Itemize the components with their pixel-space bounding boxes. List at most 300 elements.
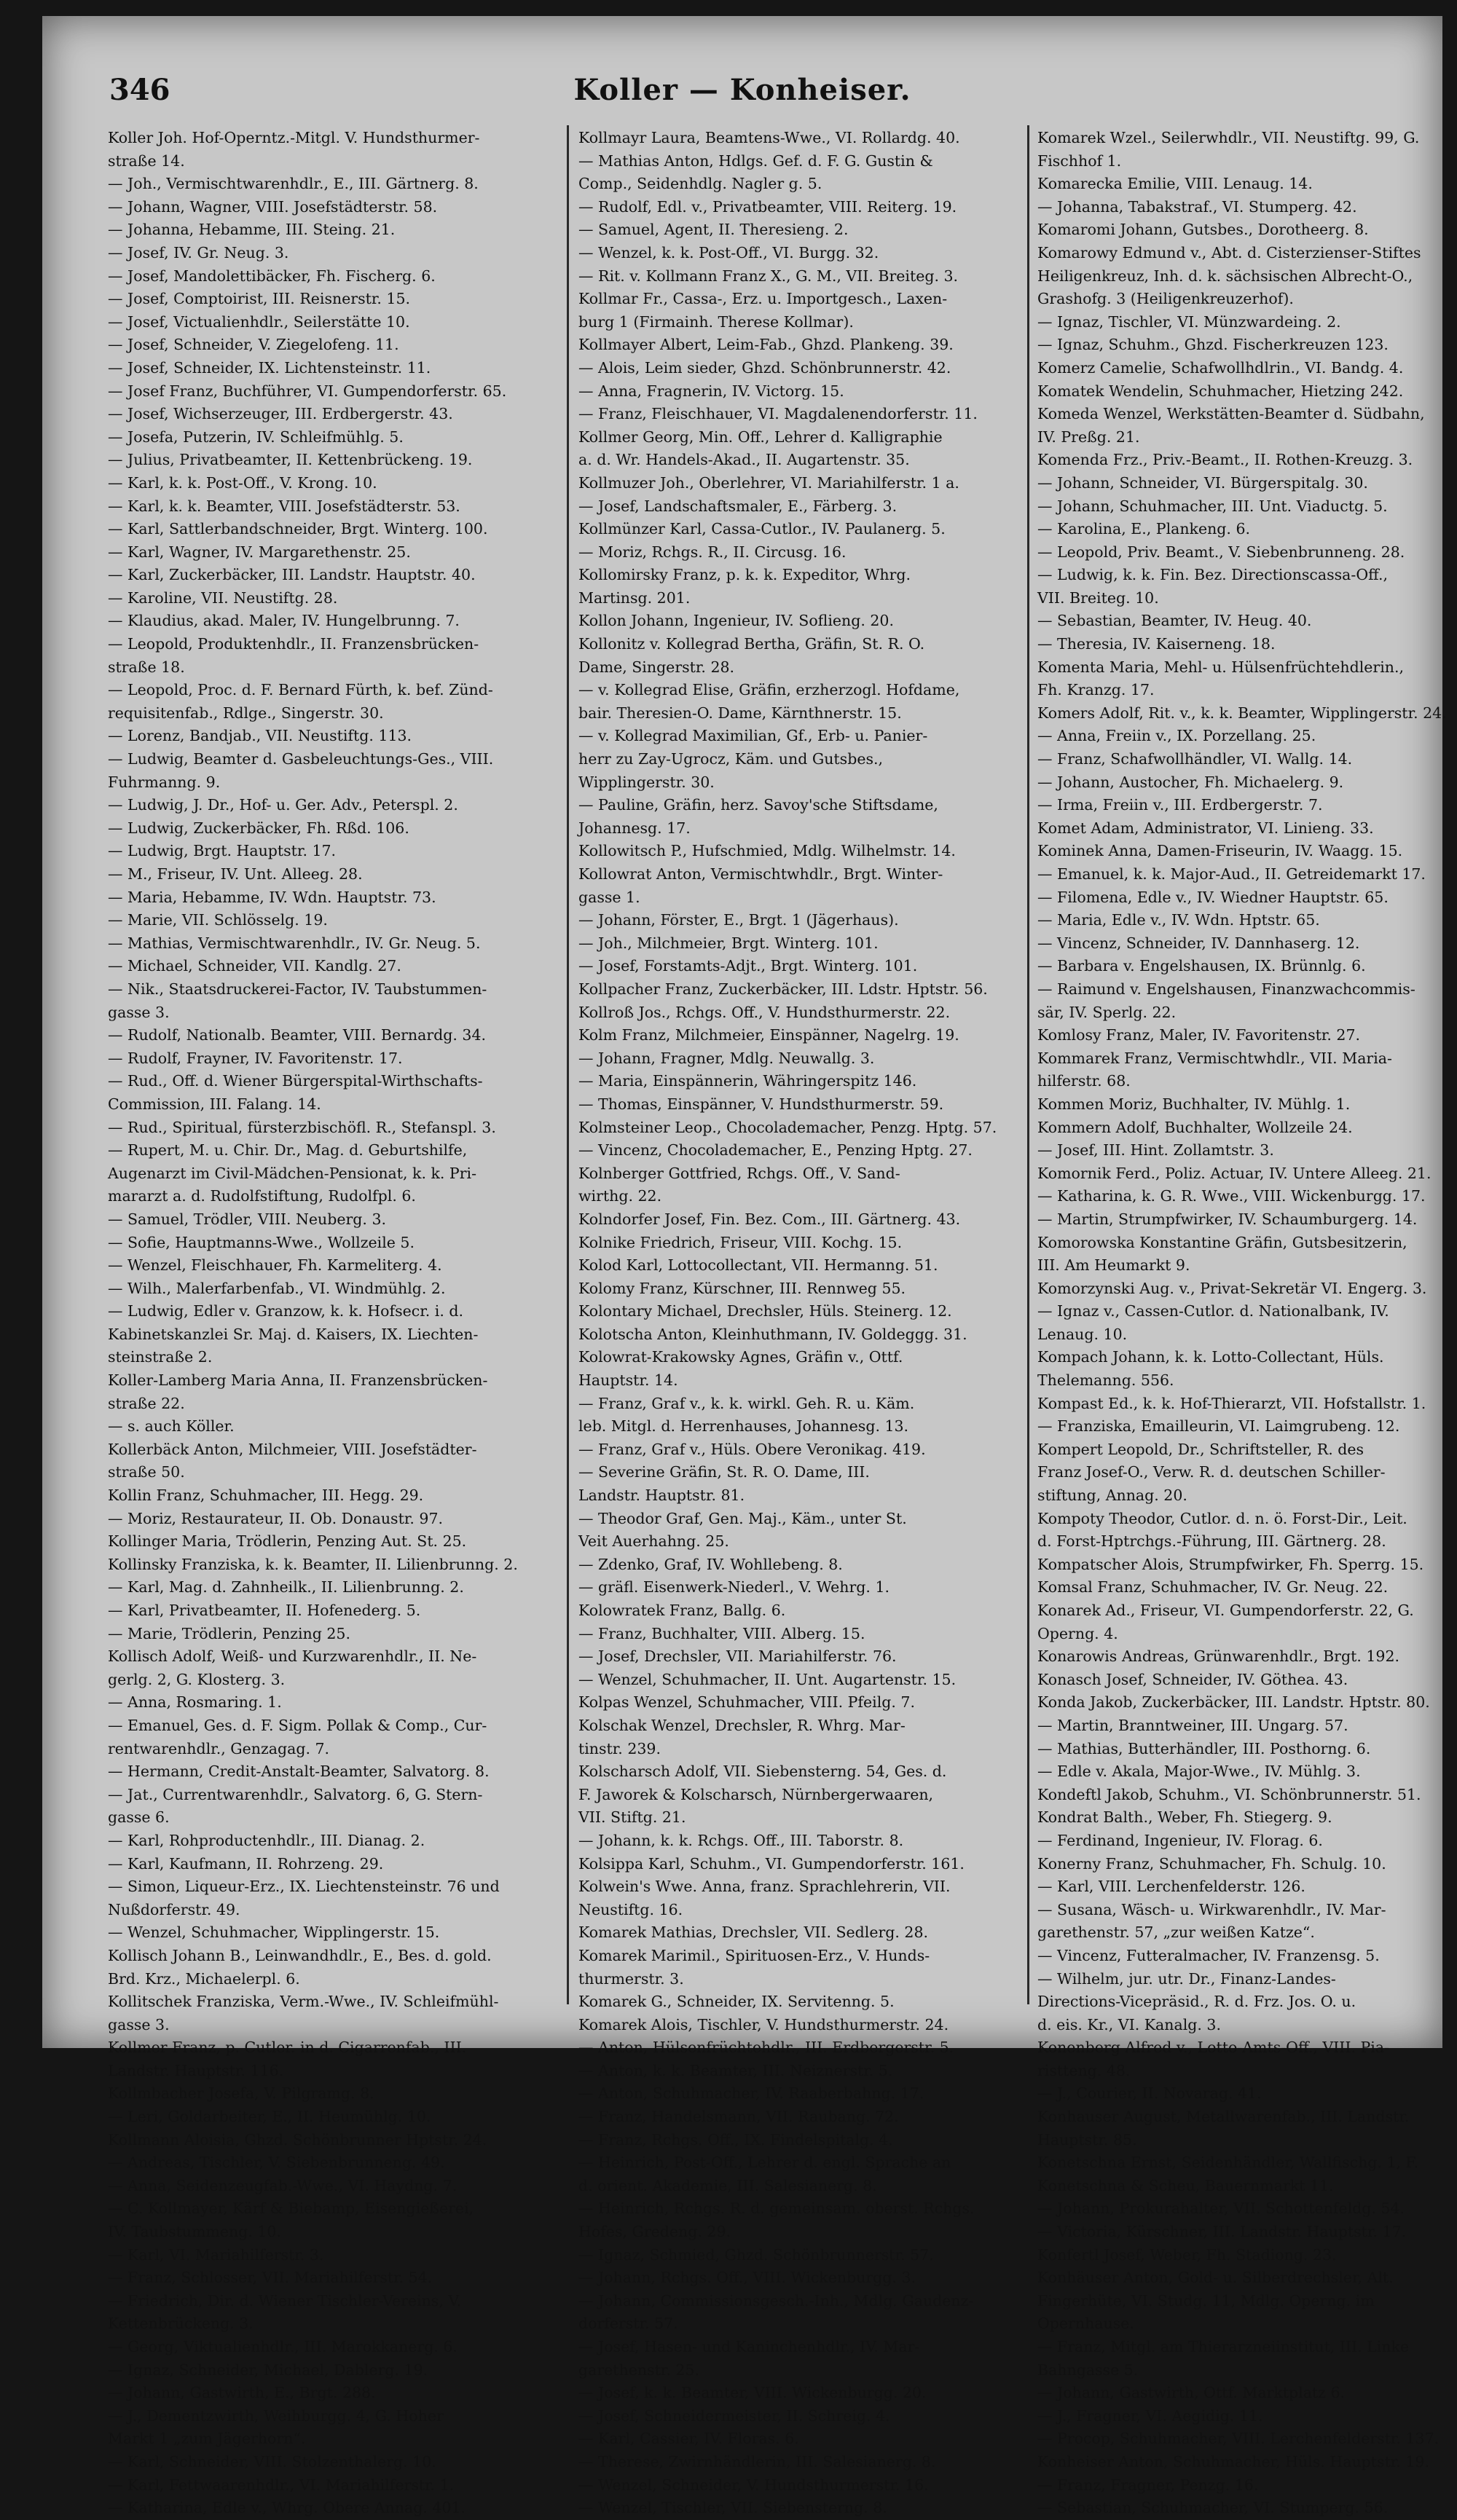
directory-entry-line: — Vincenz, Schneider, IV. Dannhaserg. 12. [1037,934,1360,952]
directory-entry-line: — Wenzel, Schneider, V. Hundsthurmerstr. 16. [578,2476,929,2494]
directory-entry-line: Fh. Kranzg. 17. [1037,681,1155,699]
directory-entry-line: — Josefa, Putzerin, IV. Schleifmühlg. 5. [108,428,404,446]
directory-entry-line: Komet Adam, Administrator, VI. Linieng. 33. [1037,819,1374,837]
directory-entry-line: — Procop, Schuhmacher, VIII. Lerchenfelderstr. 137. [1037,2430,1440,2448]
directory-entry-line: — Franziska, Emailleurin, VI. Laimgrubeng. 12. [1037,1417,1400,1436]
directory-entry-line: — Leopold, Priv. Beamt., V. Siebenbrunneng. 28. [1037,543,1405,561]
directory-entry-line: — Anna, Seidenzeugfab.-Wwe., VI. Haydng. 7. [108,2176,457,2194]
directory-entry-line: Kompach Johann, k. k. Lotto-Collectant, Hüls. [1037,1348,1384,1366]
directory-entry-line: Kollitschek Franziska, Verm.-Wwe., IV. Schleifmühl- [108,1993,499,2011]
directory-entry-line: d. orient. Akademie, III. Salesianerg. 8. [578,2176,877,2194]
directory-entry-line: Kommen Moriz, Buchhalter, IV. Mühlg. 1. [1037,1095,1351,1113]
directory-entry-line: Komarek Alois, Tischler, V. Hundsthurmerstr. 24. [578,2015,949,2033]
directory-entry-line: Kollon Johann, Ingenieur, IV. Soflieng. 20. [578,612,894,630]
directory-entry-line: — Mathias Anton, Hdlgs. Gef. d. F. G. Gustin & [578,151,933,170]
directory-entry-line: — Johann, Schuhmacher, III. Unt. Viaductg. 5. [1037,497,1388,515]
directory-entry-line: Lenaug. 10. [1037,1325,1128,1343]
directory-entry-line: Martinsg. 201. [578,588,691,607]
directory-entry-line: — Vincenz, Chocolademacher, E., Penzing Hptg. 27. [578,1141,973,1159]
directory-entry-line: garethenstr. 25. [578,2360,699,2379]
directory-entry-line: Kompert Leopold, Dr., Schriftsteller, R. des [1037,1440,1364,1458]
directory-entry-line: — Ferdinand, Ingenieur, IV. Florag. 6. [1037,1831,1323,1849]
directory-entry-line: Konda Jakob, Zuckerbäcker, III. Landstr. Hptstr. 80. [1037,1693,1430,1712]
directory-entry-line: Fuhrmanng. 9. [108,773,221,791]
directory-entry-line: Landstr. Hauptstr. 116. [108,2061,284,2079]
directory-entry-line: hilferstr. 68. [1037,1072,1131,1090]
directory-entry-line: Kompoty Theodor, Cutlor. d. n. ö. Forst-Dir., Leit. [1037,1509,1407,1527]
directory-entry-line: steinstraße 2. [108,1348,213,1366]
directory-entry-line: Fischhof 1. [1037,151,1122,170]
directory-entry-line: — Katharina, k. G. R. Wwe., VIII. Wickenburgg. 17. [1037,1187,1426,1205]
directory-entry-line: — Josef, Forstamts-Adjt., Brgt. Winterg. 101. [578,957,918,975]
directory-entry-line: — Johann, Förster, E., Brgt. 1 (Jägerhaus). [578,911,899,929]
directory-entry-line: — Karl, Rohproductenhdlr., III. Dianag. 2. [108,1831,425,1849]
directory-entry-line: — J., Dementzwirth, Weihburgg. 4, G. Hoher [108,2406,444,2425]
directory-entry-line: Kollroß Jos., Rchgs. Off., V. Hundsthurmerstr. 22. [578,1003,951,1021]
directory-entry-line: — Anna, Rosmaring. 1. [108,1693,282,1712]
directory-entry-line: — Johann, Rchgs. Off., VIII. Wickenburgg. 3. [578,2269,916,2287]
directory-entry-line: Kolotscha Anton, Kleinhuthmann, IV. Goldeggg. 31. [578,1325,967,1343]
directory-entry-line: — Therese, Zwirnhändlerin, III. Salesianerg. 8. [578,2452,936,2470]
directory-entry-line: — Franz, Buchhalter, VIII. Alberg. 15. [578,1624,865,1642]
directory-entry-line: Hauptstr. 85. [1037,2130,1137,2149]
directory-entry-line: — Vincenz, Futteralmacher, IV. Franzensg. 5. [1037,1946,1380,1964]
directory-entry-line: Konarek Ad., Friseur, VI. Gumpendorferstr. 22, G. [1037,1602,1414,1619]
directory-entry-line: — Wenzel, Schuhmacher, II. Unt. Augartenstr. 15. [578,1670,957,1688]
directory-entry-line: Kollmuzer Joh., Oberlehrer, VI. Mariahilferstr. 1 a. [578,473,959,492]
directory-entry-line: — Ludwig, J. Dr., Hof- u. Ger. Adv., Peterspl. 2. [108,796,458,814]
directory-column-middle [578,127,1021,2520]
directory-entry-line: — Franz, Handelsmann, VII. Raubang. 72. [578,2108,899,2126]
directory-entry-line: — Ludwig, k. k. Fin. Bez. Directionscassa-Off., [1037,566,1388,584]
directory-entry-line: Kompatscher Alois, Strumpfwirker, Fh. Sperrg. 15. [1037,1555,1424,1573]
directory-entry-line: — Marie, VII. Schlösselg. 19. [108,911,328,929]
directory-entry-line: Nußdorferstr. 49. [108,1900,240,1918]
directory-entry-line: gasse 3. [108,1003,170,1021]
directory-entry-line: Kompast Ed., k. k. Hof-Thierarzt, VII. Hofstallstr. 1. [1037,1394,1426,1412]
directory-entry-line: Wipplingerstr. 30. [578,773,715,791]
directory-column-right [1037,127,1447,2520]
directory-entry-line: — Franz, Mitgl. am Thierarzneiinstitut, III. Linke [1037,2338,1410,2355]
directory-entry-line: dorferstr. 57. [578,2315,678,2333]
directory-entry-line: — Wenzel, Schuhmacher, Wipplingerstr. 15. [108,1924,440,1942]
directory-entry-line: — Ignaz v., Cassen-Cutlor. d. Nationalbank, IV. [1037,1302,1389,1320]
directory-entry-line: Kabinetskanzlei Sr. Maj. d. Kaisers, IX. Liechten- [108,1325,479,1343]
directory-entry-line: — Joh., Milchmeier, Brgt. Winterg. 101. [578,934,879,952]
directory-entry-line: Kollisch Adolf, Weiß- und Kurzwarenhdlr., II. Ne- [108,1647,477,1666]
directory-entry-line: — Leopold, Proc. d. F. Bernard Fürth, k. bef. Zünd- [108,681,493,699]
directory-entry-line: — Simon, Liqueur-Erz., IX. Liechtensteinstr. 76 und [108,1878,500,1896]
directory-entry-line: — Maria, Einspännerin, Währingerspitz 146. [578,1072,917,1090]
directory-entry-line: — Karl, Mag. d. Zahnheilk., II. Lilienbrunng. 2. [108,1578,464,1596]
directory-entry-line: Kollmer Georg, Min. Off., Lehrer d. Kalligraphie [578,428,943,446]
directory-entry-line: — Lorenz, Bandjab., VII. Neustiftg. 113. [108,727,412,745]
directory-entry-line: Konetschna Ernst, Seidenhändler, Wallfischg. 1, F. [1037,2154,1419,2172]
directory-entry-line: — Wenzel, k. k. Post-Off., VI. Burgg. 32. [578,243,879,261]
directory-entry-line: Comp., Seidenhdlg. Nagler g. 5. [578,175,822,193]
directory-entry-line: Kolowratek Franz, Ballg. 6. [578,1602,786,1619]
directory-entry-line: Kolm Franz, Milchmeier, Einspänner, Nagelrg. 19. [578,1026,959,1044]
directory-entry-line: mararzt a. d. Rudolfstiftung, Rudolfpl. 6. [108,1187,416,1205]
directory-entry-line: Kollerbäck Anton, Milchmeier, VIII. Josefstädter- [108,1440,477,1458]
directory-entry-line: — Pauline, Gräfin, herz. Savoy'sche Stiftsdame, [578,796,938,814]
directory-entry-line: Komers Adolf, Rit. v., k. k. Beamter, Wipplingerstr. 24. [1037,704,1447,722]
directory-entry-line: Komenda Frz., Priv.-Beamt., II. Rothen-Kreuzg. 3. [1037,451,1413,469]
directory-entry-line: — Franz, Graf v., Hüls. Obere Veronikag. 419. [578,1440,926,1458]
directory-entry-line: — Heinrich, Post-Off., Lehrer d. engl. Sprache an [578,2154,951,2172]
directory-entry-line: — Nik., Staatsdruckerei-Factor, IV. Taubstummen- [108,980,487,998]
directory-entry-line: d. eis. Kr., VI. Kanalg. 3. [1037,2015,1221,2033]
directory-entry-line: bair. Theresien-O. Dame, Kärnthnerstr. 15. [578,704,902,722]
directory-entry-line: Veit Auerhahng. 25. [578,1532,729,1551]
directory-entry-line: Operng. 4. [1037,1624,1118,1642]
directory-entry-line: Komlosy Franz, Maler, IV. Favoritenstr. 27. [1037,1026,1361,1044]
directory-entry-line: ristteng. 48. [1037,2061,1131,2079]
directory-entry-line: — Johann, Austocher, Fh. Michaelerg. 9. [1037,773,1344,791]
directory-entry-line: — Johanna, Hebamme, III. Steing. 21. [108,221,396,239]
directory-entry-line: — Ignaz, Schneider, Michael, Dablerg. 19. [108,2360,428,2379]
directory-entry-line: Kommern Adolf, Buchhalter, Wollzeile 24. [1037,1118,1353,1136]
directory-entry-line: — Johann, Wagner, VIII. Josefstädterstr. 58. [108,197,438,216]
directory-entry-line: — Marie, Trödlerin, Penzing 25. [108,1624,350,1642]
directory-entry-line: Konerny Franz, Schuhmacher, Fh. Schulg. 10. [1037,1854,1386,1873]
directory-entry-line: IV. Taubstummeng. 10. [108,2223,281,2241]
directory-entry-line: — Ludwig, Brgt. Hauptstr. 17. [108,842,337,860]
directory-entry-line: — Heinrich, Rchgs. R. d. gemeinsam. oberst. Rchgs. [578,2200,975,2218]
directory-entry-line: thurmerstr. 3. [578,1969,684,1988]
directory-entry-line: — Rud., Spiritual, fürsterzbischöfl. R., Stefanspl. 3. [108,1118,496,1136]
directory-entry-line: Johannesg. 17. [578,819,691,837]
directory-entry-line: — Wilh., Malerfarbenfab., VI. Windmühlg. 2. [108,1279,446,1297]
directory-entry-line: — Moriz, Restaurateur, II. Ob. Donaustr. 97. [108,1509,443,1527]
directory-entry-line: — Raimund v. Engelshausen, Finanzwachcommis- [1037,980,1415,998]
directory-entry-line: Kolod Karl, Lottocollectant, VII. Hermanng. 51. [578,1256,938,1275]
directory-page [42,16,1447,2517]
directory-entry-line: tinstr. 239. [578,1739,661,1757]
directory-entry-line: — Anton, Hülsenfrüchtehdlr., III. Erdbergerstr. 5. [578,2039,954,2057]
directory-entry-line: — Zdenko, Graf, IV. Wohllebeng. 8. [578,1555,843,1573]
directory-entry-line: — Ignaz, Schuhm., Ghzd. Fischerkreuzen 123. [1037,336,1389,354]
directory-entry-line: — Karl, Kaufmann, II. Rohrzeng. 29. [108,1854,384,1873]
directory-entry-line: Bahngasse 5. [1037,2360,1139,2379]
directory-entry-line: straße 50. [108,1463,185,1481]
directory-entry-line: Directions-Vicepräsid., R. d. Frz. Jos. O. u. [1037,1993,1356,2011]
directory-entry-line: Hofes, Gredeng. 29. [578,2223,731,2241]
directory-entry-line: leb. Mitgl. d. Herrenhauses, Johannesg. 13. [578,1417,909,1436]
directory-entry-line: Dame, Singerstr. 28. [578,658,735,676]
directory-entry-line: IV. Preßg. 21. [1037,428,1140,446]
directory-entry-line: a. d. Wr. Handels-Akad., II. Augartenstr. 35. [578,451,910,469]
directory-entry-line: Komarecka Emilie, VIII. Lenaug. 14. [1037,175,1313,193]
directory-entry-line: — Josef, Hasen- und Kaninchenhdlr., IV. Mar- [578,2338,920,2355]
directory-entry-line: Kolscharsch Adolf, VII. Siebensterng. 54, Ges. d. [578,1763,947,1781]
directory-entry-line: Konasch Josef, Schneider, IV. Göthea. 43. [1037,1670,1348,1688]
directory-entry-line: — Maria, Edle v., IV. Wdn. Hptstr. 65. [1037,911,1320,929]
directory-entry-line: Fingerhüte, VI. Studg. 11, Mdlg. Operng. im [1037,2291,1375,2310]
directory-entry-line: Komeda Wenzel, Werkstätten-Beamter d. Südbahn, [1037,405,1425,423]
directory-entry-line: — Karl, Cassier, IV. Floras. 6. [578,2430,799,2448]
directory-entry-line: — Franz, Fragner, Penzg. 16. [1037,2476,1259,2494]
directory-entry-line: Kollowitsch P., Hufschmied, Mdlg. Wilhelmstr. 14. [578,842,956,860]
directory-entry-line: F. Jaworek & Kolscharsch, Nürnbergerwaaren, [578,1785,934,1803]
directory-entry-line: — Josef, III. Hint. Zollamtstr. 3. [1037,1141,1274,1159]
directory-entry-line: — Karl, VIII. Lerchenfelderstr. 126. [1037,1878,1305,1896]
directory-entry-line: Kolnberger Gottfried, Rchgs. Off., V. Sand- [578,1164,900,1182]
directory-entry-line: VII. Breiteg. 10. [1037,588,1159,607]
directory-entry-line: — Karl, Privatbeamter, II. Hofenederg. 5. [108,1602,421,1619]
directory-entry-line: — Samuel, Agent, II. Theresieng. 2. [578,221,849,239]
directory-entry-line: — Josef, Schneidermeister, II. Schreig. 4. [578,2406,890,2425]
directory-entry-line: gasse 1. [578,888,640,906]
directory-entry-line: Kollpacher Franz, Zuckerbäcker, III. Ldstr. Hptstr. 56. [578,980,988,998]
directory-entry-line: garethenstr. 57, „zur weißen Katze“. [1037,1924,1315,1942]
directory-entry-line: — Georg, Viktualienhdlr., III. Marokkanerg. 6. [108,2338,457,2355]
directory-entry-line: Kolowrat-Krakowsky Agnes, Gräfin v., Ottf. [578,1348,903,1366]
directory-entry-line: — J., Fragner, VI. Aegidig. 11. [1037,2406,1263,2425]
directory-entry-line: Kondrat Balth., Weber, Fh. Stiegerg. 9. [1037,1808,1332,1827]
directory-entry-line: Kolndorfer Josef, Fin. Bez. Com., III. Gärtnerg. 43. [578,1210,961,1228]
directory-entry-line: — Josef, k. k. Beamter, VIII. Wickenburgg. 20. [578,2384,927,2402]
directory-entry-line: — Franz, Schlosser, VII. Mariahilferstr. 54. [108,2269,433,2287]
directory-entry-line: — Sebastian, Schuhmacher, VI. Stumperg. 56. [1037,2499,1389,2517]
directory-entry-line: — Rud., Off. d. Wiener Bürgerspital-Wirthschafts- [108,1072,483,1090]
directory-entry-line: Komarowy Edmund v., Abt. d. Cisterzienser-Stiftes [1037,243,1421,261]
directory-entry-line: rentwarenhdlr., Genzagag. 7. [108,1739,330,1757]
directory-entry-line: Brd. Krz., Michaelerpl. 6. [108,1969,300,1988]
directory-entry-line: gasse 6. [108,1808,170,1827]
directory-entry-line: — Ignaz, Tischler, VI. Münzwardeing. 2. [1037,312,1341,331]
directory-entry-line: — Sebastian, Beamter, IV. Heug. 40. [1037,612,1312,630]
directory-entry-line: stiftung, Annag. 20. [1037,1487,1187,1505]
directory-entry-line: — Johann, k. k. Rchgs. Off., III. Taborstr. 8. [578,1831,904,1849]
directory-entry-line: — Karl, Sattlerbandschneider, Brgt. Winterg. 100. [108,520,488,538]
directory-entry-line: — Josef, Wichserzeuger, III. Erdbergerstr. 43. [108,405,453,423]
directory-entry-line: — Anna, Freiin v., IX. Porzellang. 25. [1037,727,1316,745]
directory-entry-line: Kolschak Wenzel, Drechsler, R. Whrg. Mar- [578,1716,906,1734]
directory-entry-line: Commission, III. Falang. 14. [108,1095,321,1113]
directory-entry-line: sär, IV. Sperlg. 22. [1037,1003,1177,1021]
directory-entry-line: — Severine Gräfin, St. R. O. Dame, III. [578,1463,870,1481]
directory-entry-line: requisitenfab., Rdlge., Singerstr. 30. [108,704,384,722]
running-head: Koller — Konheiser. [573,73,911,107]
directory-entry-line: Koller-Lamberg Maria Anna, II. Franzensbrücken- [108,1371,488,1390]
directory-entry-line: — Johanna, Tabakstraf., VI. Stumperg. 42. [1037,197,1357,216]
directory-entry-line: — Josef, Schneider, V. Ziegelofeng. 11. [108,336,399,354]
directory-entry-line: — Karoline, VII. Neustiftg. 28. [108,588,338,607]
directory-entry-line: Neustiftg. 16. [578,1900,683,1918]
column-divider-left [567,125,569,2004]
directory-entry-line: — Alois, Leim sieder, Ghzd. Schönbrunnerstr. 42. [578,358,951,377]
directory-entry-line: — Karl, k. k. Post-Off., V. Krong. 10. [108,473,377,492]
directory-entry-line: Kollmann Aloisia, Ghzd. Schönbrunner Hptstr. 24. [108,2130,487,2149]
directory-entry-line: Heiligenkreuz, Inh. d. k. sächsischen Albrecht-O., [1037,267,1413,285]
directory-entry-line: — Josef, Drechsler, VII. Mariahilferstr. 76. [578,1647,897,1666]
directory-entry-line: — Johann, Prokurahalter, VII. Schottenfeldg. 54. [1037,2200,1405,2218]
directory-entry-line: — Rupert, M. u. Chir. Dr., Mag. d. Geburtshilfe, [108,1141,468,1159]
directory-entry-line: Komerz Camelie, Schafwollhdlrin., VI. Bandg. 4. [1037,358,1404,377]
directory-entry-line: Konheiser Anton, Schuhmacher, Hüls. Hauptstr. 19. [1037,2452,1429,2470]
directory-entry-line: — Hermann, Credit-Anstalt-Beamter, Salvatorg. 8. [108,1763,490,1781]
directory-entry-line: — Emanuel, Ges. d. F. Sigm. Pollak & Comp., Cur- [108,1716,487,1734]
directory-entry-line: — Josef, Victualienhdlr., Seilerstätte 10. [108,312,410,331]
directory-entry-line: — Martin, Strumpfwirker, IV. Schaumburgerg. 14. [1037,1210,1418,1228]
directory-entry-line: gasse 3. [108,2015,170,2033]
directory-entry-line: Kollonitz v. Kollegrad Bertha, Gräfin, St. R. O. [578,635,925,653]
directory-entry-line: — Andreas, Tischler, V. Siebenbrunneng. 49. [108,2154,445,2172]
directory-entry-line: Komorowska Konstantine Gräfin, Gutsbesitzerin, [1037,1233,1407,1251]
directory-entry-line: Markt 1 „zum Jägerhorn“. [108,2430,306,2448]
directory-entry-line: — Anton, Schuhmacher, IV. Raaberbahng. 17. [578,2084,924,2103]
directory-entry-line: — Edle v. Akala, Major-Wwe., IV. Mühlg. 3. [1037,1763,1361,1781]
directory-entry-line: — Franz, Graf v., k. k. wirkl. Geh. R. u. Käm. [578,1394,915,1412]
directory-entry-line: — Samuel, Trödler, VIII. Neuberg. 3. [108,1210,387,1228]
directory-entry-line: — Friedrich, Dir. d. Wiener Tischler-Vereins, V. [108,2291,462,2310]
directory-entry-line: — Theresia, IV. Kaiserneng. 18. [1037,635,1276,653]
directory-entry-line: Komarek Wzel., Seilerwhdlr., VII. Neustiftg. 99, G. [1037,129,1420,146]
directory-entry-line: Hauptstr. 14. [578,1371,678,1390]
directory-entry-line: — Theodor Graf, Gen. Maj., Käm., unter St. [578,1509,907,1527]
directory-entry-line: Kollin Franz, Schuhmacher, III. Hegg. 29. [108,1487,424,1505]
directory-entry-line: d. Forst-Hptrchgs.-Führung, III. Gärtnerg. 28. [1037,1532,1386,1551]
directory-entry-line: — Michael, Schneider, VII. Kandlg. 27. [108,957,401,975]
directory-entry-line: Komarek G., Schneider, IX. Servitenng. 5. [578,1993,895,2011]
directory-entry-line: Franz Josef-O., Verw. R. d. deutschen Schiller- [1037,1463,1386,1481]
directory-entry-line: — Leopold, Produktenhdlr., II. Franzensbrücken- [108,635,479,653]
column-divider-right [1027,125,1029,2004]
directory-entry-line: — Rit. v. Kollmann Franz X., G. M., VII. Breiteg. 3. [578,267,959,285]
directory-entry-line: — Ludwig, Edler v. Granzow, k. k. Hofsecr. i. d. [108,1302,464,1320]
directory-entry-line: Landstr. Hauptstr. 81. [578,1487,745,1505]
directory-entry-line: — Wenzel, Tischler, VII. Siebensterng. 8. [578,2499,887,2517]
directory-entry-line: — Franz, Fleischhauer, VI. Magdalenendorferstr. 11. [578,405,978,423]
directory-entry-line: — C. Kollmayer, Kärf & Biebamp, Eisengießerei, [108,2200,474,2218]
directory-entry-line: Komsal Franz, Schuhmacher, IV. Gr. Neug. 22. [1037,1578,1389,1596]
directory-entry-line: — Mathias, Butterhändler, III. Posthorng. 6. [1037,1739,1371,1757]
directory-entry-line: Komorzynski Aug. v., Privat-Sekretär VI. Engerg. 3. [1037,1279,1427,1297]
directory-entry-line: — Josef, Schneider, IX. Lichtensteinstr. 11. [108,358,431,377]
directory-entry-line: — Mathias, Vermischtwarenhdlr., IV. Gr. Neug. 5. [108,934,481,952]
directory-column-left [108,127,549,2520]
directory-entry-line: straße 22. [108,1394,185,1412]
directory-entry-line: — Karolina, E., Plankeng. 6. [1037,520,1251,538]
directory-entry-line: — Katharina, Edle v., Whrg. Obere Annag. 401. [108,2499,466,2517]
directory-entry-line: — Karl, Fettwaarenhdlr., VI. Mariahilferstr. 1. [108,2476,455,2494]
directory-entry-line: — J., Courier, II. Novarag. 41. [1037,2084,1262,2103]
directory-entry-line: — s. auch Köller. [108,1417,235,1436]
directory-entry-line: Komornik Ferd., Poliz. Actuar, IV. Untere Alleeg. 21. [1037,1164,1432,1182]
directory-entry-line: — Karl, Schneider, VIII. Stolzenthalerg. 10. [108,2452,436,2470]
directory-entry-line: Thelemanng. 556. [1037,1371,1174,1390]
directory-entry-line: — Ludwig, Beamter d. Gasbeleuchtungs-Ges., VIII. [108,750,494,768]
directory-entry-line: — Karl, k. k. Beamter, VIII. Josefstädterstr. 53. [108,497,460,515]
directory-entry-line: Kollmayr Laura, Beamtens-Wwe., VI. Rollardg. 40. [578,129,960,146]
page-number: 346 [109,73,170,107]
directory-entry-line: — Emanuel, k. k. Major-Aud., II. Getreidemarkt 17. [1037,865,1426,883]
directory-entry-line: — Josef Franz, Buchführer, VI. Gumpendorferstr. 65. [108,382,507,400]
directory-entry-line: — Maria, Hebamme, IV. Wdn. Hauptstr. 73. [108,888,436,906]
directory-entry-line: Konfertl Josef, Weber, Fh. Stadiong. 23. [1037,2245,1337,2264]
directory-entry-line: Komenta Maria, Mehl- u. Hülsenfrüchtehdlerin., [1037,658,1404,676]
directory-entry-line: VII. Stiftg. 21. [578,1808,686,1827]
directory-entry-line: Kolomy Franz, Kürschner, III. Rennweg 55. [578,1279,906,1297]
directory-entry-line: Kollomirsky Franz, p. k. k. Expeditor, Whrg. [578,566,911,584]
directory-entry-line: — Thomas, Einspänner, V. Hundsthurmerstr. 59. [578,1095,944,1113]
directory-entry-line: — Anna, Fragnerin, IV. Victorg. 15. [578,382,844,400]
directory-entry-line: — Johann, Commissionsgesch.-Inh., Mdlg. Gaudenz- [578,2291,974,2310]
directory-entry-line: — Johann, Gastwirth, Ottf. Marktplatz 6. [1037,2384,1346,2402]
directory-entry-line: — Sofie, Hauptmanns-Wwe., Wollzeile 5. [108,1233,415,1251]
directory-entry-line: — Johann, Gastwirth, E., Brgt. 288. [108,2384,376,2402]
directory-entry-line: Kolsippa Karl, Schuhm., VI. Gumpendorferstr. 161. [578,1854,965,1873]
directory-entry-line: — Rudolf, Edl. v., Privatbeamter, VIII. Reiterg. 19. [578,197,957,216]
directory-entry-line: Komaromi Johann, Gutsbes., Dorotheerg. 8. [1037,221,1369,239]
directory-entry-line: — Wilhelm, jur. utr. Dr., Finanz-Landes- [1037,1969,1336,1988]
directory-entry-line: Opernhause. [1037,2315,1134,2333]
directory-entry-line: — Karl, Zuckerbäcker, III. Landstr. Hauptstr. 40. [108,566,476,584]
directory-entry-line: Koller Joh. Hof-Operntz.-Mitgl. V. Hundsthurmer- [108,129,480,146]
directory-entry-line: Komarek Marimil., Spirituosen-Erz., V. Hunds- [578,1946,930,1964]
directory-entry-line: — Martin, Branntweiner, III. Ungarg. 57. [1037,1716,1348,1734]
directory-entry-line: — Filomena, Edle v., IV. Wiedner Hauptstr. 65. [1037,888,1389,906]
directory-entry-line: III. Am Heumarkt 9. [1037,1256,1190,1275]
directory-entry-line: gerlg. 2, G. Klosterg. 3. [108,1670,286,1688]
directory-entry-line: — Moriz, Rchgs. R., II. Circusg. 16. [578,543,847,561]
directory-entry-line: — Karl, VI. Mariahilferstr. 3. [108,2245,324,2264]
directory-entry-line: Kollmar Fr., Cassa-, Erz. u. Importgesch., Laxen- [578,290,948,308]
directory-entry-line: Kollmünzer Karl, Cassa-Cutlor., IV. Paulanerg. 5. [578,520,946,538]
directory-entry-line: burg 1 (Firmainh. Therese Kollmar). [578,312,854,331]
directory-entry-line: Grashofg. 3 (Heiligenkreuzerhof). [1037,290,1294,308]
directory-entry-line: Komatek Wendelin, Schuhmacher, Hietzing 242. [1037,382,1404,400]
directory-entry-line: Komarek Mathias, Drechsler, VII. Sedlerg. 28. [578,1924,929,1942]
directory-entry-line: wirthg. 22. [578,1187,662,1205]
directory-entry-line: Kollmer Franz, p. Cutler. in d. Cigarrenfab., III. [108,2039,467,2057]
directory-entry-line: Kollinger Maria, Trödlerin, Penzing Aut. St. 25. [108,1532,467,1551]
directory-entry-line: herr zu Zay-Ugrocz, Käm. und Gutsbes., [578,750,883,768]
directory-entry-line: — Jat., Currentwarenhdlr., Salvatorg. 6, G. Stern- [108,1785,483,1803]
directory-entry-line: — Klaudius, akad. Maler, IV. Hungelbrunng. 7. [108,612,460,630]
directory-entry-line: — v. Kollegrad Maximilian, Gf., Erb- u. Panier- [578,727,928,745]
directory-entry-line: — Irma, Freiin v., III. Erdbergerstr. 7. [1037,796,1323,814]
directory-entry-line: Kolmsteiner Leop., Chocolademacher, Penzg. Hptg. 57. [578,1118,997,1136]
directory-entry-line: — M., Friseur, IV. Unt. Alleeg. 28. [108,865,363,883]
directory-entry-line: Konhauser August, Metallwarenfab., III. Landstr. [1037,2108,1410,2126]
directory-entry-line: — Franz, Rchgs. Off., IX. Findelspitalg. 4. [578,2130,893,2149]
directory-entry-line: — Josef, IV. Gr. Neug. 3. [108,243,289,261]
directory-entry-line: — Karl, Wagner, IV. Margarethenstr. 25. [108,543,411,561]
directory-entry-line: — Johann, Schneider, VI. Bürgerspitalg. 30. [1037,473,1368,492]
directory-entry-line: Kolpas Wenzel, Schuhmacher, VIII. Pfeilg. 7. [578,1693,915,1712]
directory-entry-line: straße 14. [108,151,185,170]
directory-entry-line: — gräfl. Eisenwerk-Niederl., V. Wehrg. 1. [578,1578,889,1596]
directory-entry-line: — Wenzel, Fleischhauer, Fh. Karmeliterg. 4. [108,1256,442,1275]
directory-entry-line: — v. Kollegrad Elise, Gräfin, erzherzogl. Hofdame, [578,681,960,699]
directory-entry-line: — Josef, Mandolettibäcker, Fh. Fischerg. 6. [108,267,436,285]
directory-entry-line: Kolnike Friedrich, Friseur, VIII. Kochg. 15. [578,1233,903,1251]
directory-entry-line: — Johann, Fragner, Mdlg. Neuwallg. 3. [578,1049,875,1067]
directory-entry-line: Konarowis Andreas, Grünwarenhdlr., Brgt. 192. [1037,1647,1400,1666]
directory-entry-line: Kollisch Johann B., Leinwandhdlr., E., Bes. d. gold. [108,1946,492,1964]
directory-entry-line: Kondeftl Jakob, Schuhm., VI. Schönbrunnerstr. 51. [1037,1785,1421,1803]
directory-entry-line: Kolwein's Wwe. Anna, franz. Sprachlehrerin, VII. [578,1878,951,1896]
directory-entry-line: Kollmayer Albert, Leim-Fab., Ghzd. Plankeng. 39. [578,336,954,354]
directory-entry-line: — Joh., Vermischtwarenhdlr., E., III. Gärtnerg. 8. [108,175,479,193]
directory-entry-line: Konhäuser Anton, Gold- u. Silberdrechsler, Alt. [1037,2269,1394,2287]
directory-entry-line: Konenberg Alfred v., Lotto-Amts-Off., VIII. Pia- [1037,2039,1390,2057]
directory-entry-line: — Victoria, Kürschner, III. Landstr. Hauptstr. 17. [1037,2223,1407,2241]
directory-entry-line: Kettenbrückeng. 3. [108,2315,254,2333]
directory-entry-line: Kollowrat Anton, Vermischtwhdlr., Brgt. Winter- [578,865,943,883]
